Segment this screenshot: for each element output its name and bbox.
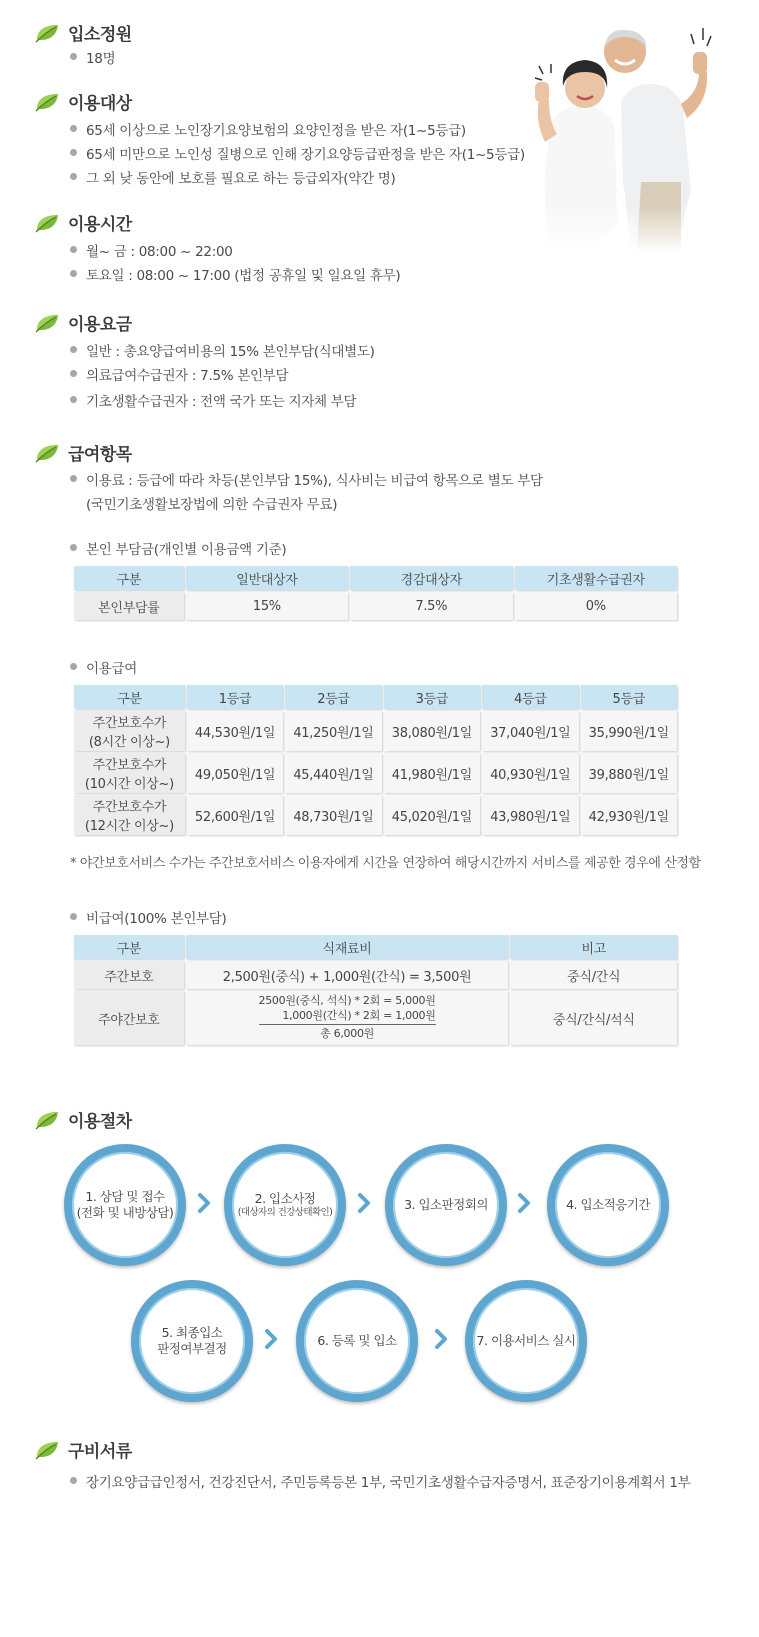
table-cell: [186, 991, 509, 1045]
table-cell: 2,500원(중식) + 1,000원(간식) = 3,500원: [186, 961, 509, 989]
procedure-step-2: 2. 입소사정 (대상자의 건강상태확인): [224, 1144, 346, 1266]
table-row-header: 주간보호수가 (12시간 이상~): [74, 795, 185, 835]
leaf-icon: [34, 92, 60, 112]
table-row: [74, 795, 677, 835]
chevron-right-icon: [192, 1191, 216, 1215]
hours-title: 이용시간: [68, 215, 132, 235]
table-cell: 45,440원/1일: [285, 753, 381, 793]
list-item-continuation: (국민기초생활보장법에 의한 수급권자 무료): [86, 497, 338, 513]
usage-footnote: * 야간보호서비스 수가는 주간보호서비스 이용자에게 시간을 연장하여 해당시간까지 서비스를 제공한 경우에 산정함: [70, 856, 701, 871]
table-cell: 중식/간식/석식: [510, 991, 677, 1045]
usage-table: [72, 683, 679, 837]
benefits-title: 급여항목: [68, 445, 132, 465]
table-row-header: 주간보호수가 (8시간 이상~): [74, 711, 185, 751]
procedure-step-3: 3. 입소판정회의: [385, 1144, 507, 1266]
table-cell: 45,020원/1일: [384, 795, 480, 835]
table-header-cell: 식재료비: [186, 935, 509, 959]
table-header-cell: 5등급: [581, 685, 677, 709]
table-header-cell: 4등급: [482, 685, 578, 709]
chevron-right-icon: [512, 1191, 536, 1215]
list-item: 그 외 낮 동안에 보호를 필요로 하는 등급외자(약간 명): [70, 167, 395, 187]
table-row: [74, 961, 677, 989]
nonpay-table: [72, 933, 679, 1047]
table-header-cell: 구분: [74, 935, 184, 959]
table-cell: 35,990원/1일: [581, 711, 677, 751]
list-item: 기초생활수급권자 : 전액 국가 또는 지자체 부담: [70, 390, 356, 410]
list-item: 토요일 : 08:00 ~ 17:00 (법정 공휴일 및 일요일 휴무): [70, 264, 400, 284]
table-cell: 39,880원/1일: [581, 753, 677, 793]
list-item: 일반 : 총요양급여비용의 15% 본인부담(식대별도): [70, 340, 375, 360]
table-cell: 43,980원/1일: [482, 795, 578, 835]
list-item: 이용료 : 등급에 따라 차등(본인부담 15%), 식사비는 비급여 항목으로 별도 부담: [70, 469, 543, 489]
table-header-cell: 1등급: [187, 685, 283, 709]
list-item: 의료급여수급권자 : 7.5% 본인부담: [70, 364, 288, 384]
leaf-icon: [34, 313, 60, 333]
table-cell: 44,530원/1일: [187, 711, 283, 751]
copay-table: [72, 564, 679, 622]
table-row: [74, 753, 677, 793]
table-row: [74, 991, 677, 1045]
table-cell: 48,730원/1일: [285, 795, 381, 835]
copay-label: 본인 부담금(개인별 이용금액 기준): [70, 538, 286, 558]
table-row-header: 주간보호수가 (10시간 이상~): [74, 753, 185, 793]
list-item: 장기요양급급인정서, 건강진단서, 주민등록등본 1부, 국민기초생활수급자증명서, 표준장기이용계획서 1부: [70, 1471, 690, 1491]
section-title-fees: [34, 310, 132, 335]
usage-label: 이용급여: [70, 657, 137, 677]
target-title: 이용대상: [68, 94, 132, 114]
procedure-step-1: 1. 상담 및 접수 (전화 및 내방상담): [64, 1144, 186, 1266]
table-header-cell: 구분: [74, 566, 184, 590]
procedure-step-5: 5. 최종입소 판정여부결정: [131, 1280, 253, 1402]
capacity-title: 입소정원: [68, 25, 132, 45]
elderly-couple-photo: [531, 22, 715, 252]
table-header-cell: 3등급: [384, 685, 480, 709]
table-cell: 42,930원/1일: [581, 795, 677, 835]
table-row-header: 본인부담률: [74, 592, 184, 620]
chevron-right-icon: [259, 1327, 283, 1351]
table-header-cell: 구분: [74, 685, 185, 709]
table-header-cell: 기초생활수급권자: [515, 566, 677, 590]
section-title-benefits: [34, 440, 132, 465]
fees-title: 이용요금: [68, 315, 132, 335]
chevron-right-icon: [429, 1327, 453, 1351]
section-title-hours: [34, 210, 132, 235]
table-header-cell: 비고: [510, 935, 677, 959]
table-header-cell: 2등급: [285, 685, 381, 709]
table-cell: 37,040원/1일: [482, 711, 578, 751]
leaf-icon: [34, 443, 60, 463]
leaf-icon: [34, 1110, 60, 1130]
table-row-header: 주간보호: [74, 961, 184, 989]
procedure-step-6: 6. 등록 및 입소: [296, 1280, 418, 1402]
list-item: 18명: [70, 47, 115, 67]
leaf-icon: [34, 213, 60, 233]
nonpay-label: 비급여(100% 본인부담): [70, 907, 227, 927]
procedure-step-7: 7. 이용서비스 실시: [465, 1280, 587, 1402]
table-header-row: [74, 935, 677, 959]
meal-calc-line: 1,000원(간식) * 2회 = 1,000원: [259, 1009, 436, 1026]
meal-calc-total: 총 6,000원: [320, 1027, 374, 1041]
table-header-cell: 경감대상자: [350, 566, 512, 590]
table-header-row: [74, 566, 677, 590]
procedure-step-4: 4. 입소적응기간: [547, 1144, 669, 1266]
table-row: [74, 711, 677, 751]
leaf-icon: [34, 23, 60, 43]
chevron-right-icon: [352, 1191, 376, 1215]
table-cell: 49,050원/1일: [187, 753, 283, 793]
table-cell: 중식/간식: [510, 961, 677, 989]
table-row: [74, 592, 677, 620]
documents-title: 구비서류: [68, 1442, 132, 1462]
table-cell: 40,930원/1일: [482, 753, 578, 793]
procedure-title: 이용절차: [68, 1112, 132, 1132]
list-item: 65세 이상으로 노인장기요양보험의 요양인정을 받은 자(1~5등급): [70, 119, 466, 139]
table-cell: 15%: [186, 592, 348, 620]
leaf-icon: [34, 1440, 60, 1460]
table-cell: 38,080원/1일: [384, 711, 480, 751]
table-header-row: [74, 685, 677, 709]
table-row-header: 주야간보호: [74, 991, 184, 1045]
meal-calc-line: 2500원(중식, 석식) * 2회 = 5,000원: [258, 993, 436, 1007]
section-title-target: [34, 89, 132, 114]
section-title-documents: [34, 1437, 132, 1462]
section-title-procedure: [34, 1107, 132, 1132]
table-cell: 0%: [515, 592, 677, 620]
table-cell: 41,250원/1일: [285, 711, 381, 751]
table-cell: 7.5%: [350, 592, 512, 620]
section-title-capacity: [34, 20, 132, 45]
table-header-cell: 일반대상자: [186, 566, 348, 590]
table-cell: 52,600원/1일: [187, 795, 283, 835]
list-item: 월~ 금 : 08:00 ~ 22:00: [70, 240, 233, 260]
table-cell: 41,980원/1일: [384, 753, 480, 793]
list-item: 65세 미만으로 노인성 질병으로 인해 장기요양등급판정을 받은 자(1~5등급): [70, 143, 525, 163]
